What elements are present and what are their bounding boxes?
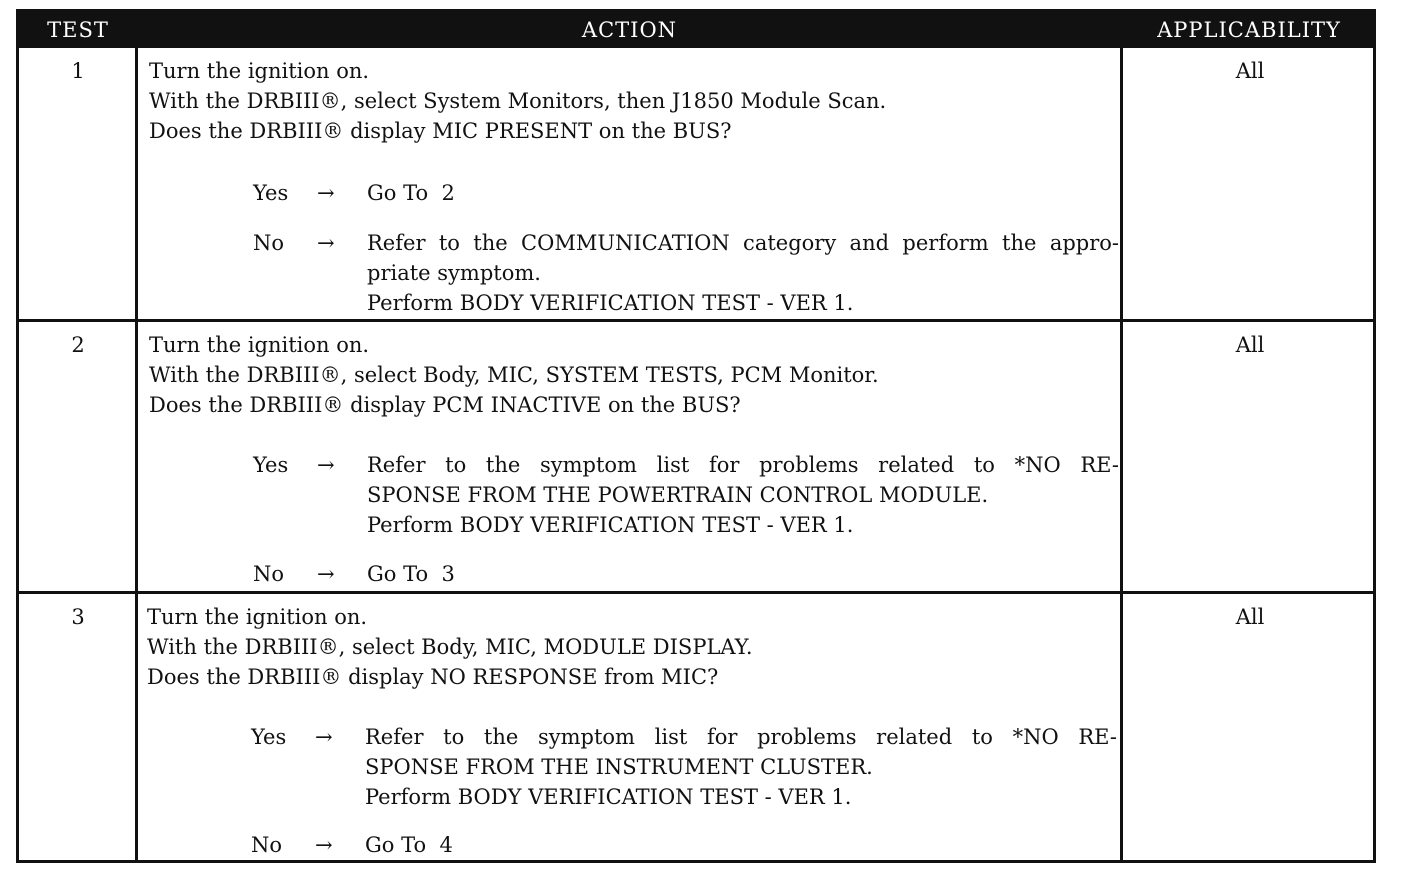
action-line: With the DRBIII®, select Body, MIC, SYSTEM TESTS, PCM Monitor.	[149, 363, 879, 387]
yes-result	[367, 450, 1119, 540]
yes-label: Yes	[251, 725, 287, 749]
result-line: Perform BODY VERIFICATION TEST - VER 1.	[365, 785, 852, 809]
diagnostic-test-table	[16, 9, 1376, 863]
table-row	[19, 322, 1373, 591]
result-line: Go To 2	[367, 181, 455, 205]
action-line: Does the DRBIII® display PCM INACTIVE on the BUS?	[149, 393, 741, 417]
result-line: Go To 3	[367, 562, 455, 586]
arrow-right-icon: →	[317, 453, 335, 477]
action-line: Turn the ignition on.	[147, 605, 368, 629]
applicability-value: All	[1235, 333, 1265, 357]
arrow-right-icon: →	[317, 181, 335, 205]
arrow-right-icon: →	[317, 562, 335, 586]
yes-result	[365, 722, 1117, 812]
header-test: TEST	[47, 18, 109, 42]
result-line: Refer to the symptom list for problems related to *NO RE-	[365, 725, 1117, 749]
action-line: With the DRBIII®, select Body, MIC, MODULE DISPLAY.	[147, 635, 753, 659]
action-text	[149, 56, 1109, 146]
arrow-right-icon: →	[315, 725, 333, 749]
table-row	[19, 594, 1373, 860]
test-number: 1	[71, 59, 85, 83]
no-label: No	[253, 562, 285, 586]
result-line: Perform BODY VERIFICATION TEST - VER 1.	[367, 513, 854, 537]
yes-result	[367, 178, 1119, 208]
no-result	[365, 830, 1117, 860]
no-result	[367, 559, 1119, 589]
result-line: Refer to the COMMUNICATION category and perform the appro-	[367, 231, 1119, 255]
test-number: 2	[71, 333, 85, 357]
yes-label: Yes	[253, 181, 289, 205]
table-row	[19, 48, 1373, 319]
action-line: Does the DRBIII® display NO RESPONSE from MIC?	[147, 665, 719, 689]
result-line: Refer to the symptom list for problems related to *NO RE-	[367, 453, 1119, 477]
result-line: Perform BODY VERIFICATION TEST - VER 1.	[367, 291, 854, 315]
applicability-value: All	[1235, 59, 1265, 83]
result-line: SPONSE FROM THE POWERTRAIN CONTROL MODULE.	[367, 483, 989, 507]
action-text	[147, 602, 1107, 692]
result-line: SPONSE FROM THE INSTRUMENT CLUSTER.	[365, 755, 873, 779]
header-action: ACTION	[581, 18, 678, 42]
action-line: With the DRBIII®, select System Monitors, then J1850 Module Scan.	[149, 89, 887, 113]
no-label: No	[251, 833, 283, 857]
arrow-right-icon: →	[315, 833, 333, 857]
no-result	[367, 228, 1119, 318]
result-line: Go To 4	[365, 833, 453, 857]
header-applicability: APPLICABILITY	[1157, 18, 1341, 42]
arrow-right-icon: →	[317, 231, 335, 255]
applicability-value: All	[1235, 605, 1265, 629]
yes-label: Yes	[253, 453, 289, 477]
no-label: No	[253, 231, 285, 255]
action-line: Turn the ignition on.	[149, 59, 370, 83]
action-line: Does the DRBIII® display MIC PRESENT on the BUS?	[149, 119, 732, 143]
result-line: priate symptom.	[367, 261, 541, 285]
table-header	[19, 12, 1373, 48]
test-number: 3	[71, 605, 85, 629]
action-line: Turn the ignition on.	[149, 333, 370, 357]
action-text	[149, 330, 1109, 420]
